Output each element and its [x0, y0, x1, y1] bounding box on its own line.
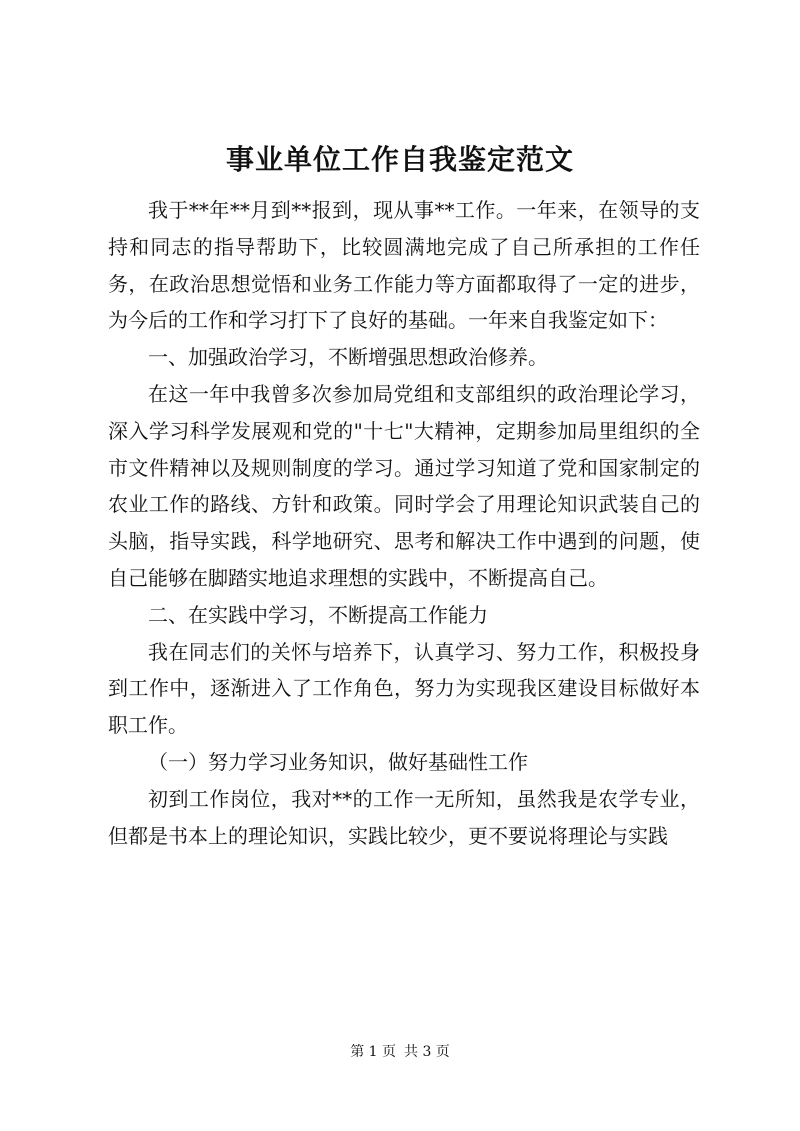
- paragraph-business-knowledge: 初到工作岗位，我对**的工作一无所知，虽然我是农学专业，但都是书本上的理论知识，实践比较少，更不要说将理论与实践: [108, 786, 700, 848]
- subsection-heading-1: （一）努力学习业务知识，做好基础性工作: [148, 749, 528, 774]
- page-total: 共 3 页: [404, 1044, 450, 1060]
- page-footer: [0, 1042, 800, 1062]
- section-heading-1: 一、加强政治学习，不断增强思想政治修养。: [148, 345, 548, 370]
- paragraph-work-practice: 我在同志们的关怀与培养下，认真学习、努力工作，积极投身到工作中，逐渐进入了工作角色，努力为实现我区建设目标做好本职工作。: [108, 639, 700, 738]
- paragraph-intro: 我于**年**月到**报到，现从事**工作。一年来，在领导的支持和同志的指导帮助下，比较圆满地完成了自己所承担的工作任务，在政治思想觉悟和业务工作能力等方面都取得了一定的进步，为今后的工作和学习打下了良好的基础。一年来自我鉴定如下：: [108, 198, 700, 333]
- paragraph-political-study: 在这一年中我曾多次参加局党组和支部组织的政治理论学习，深入学习科学发展观和党的"十七"大精神，定期参加局里组织的全市文件精神以及规则制度的学习。通过学习知道了党和国家制定的农业工作的路线、方针和政策。同时学会了用理论知识武装自己的头脑，指导实践，科学地研究、思考和解决工作中遇到的问题，使自己能够在脚踏实地追求理想的实践中，不断提高自己。: [108, 381, 700, 590]
- document-body: [108, 192, 700, 854]
- document-title: 事业单位工作自我鉴定范文: [225, 143, 574, 176]
- page-number: 第 1 页: [350, 1044, 396, 1060]
- section-heading-2: 二、在实践中学习，不断提高工作能力: [148, 602, 488, 627]
